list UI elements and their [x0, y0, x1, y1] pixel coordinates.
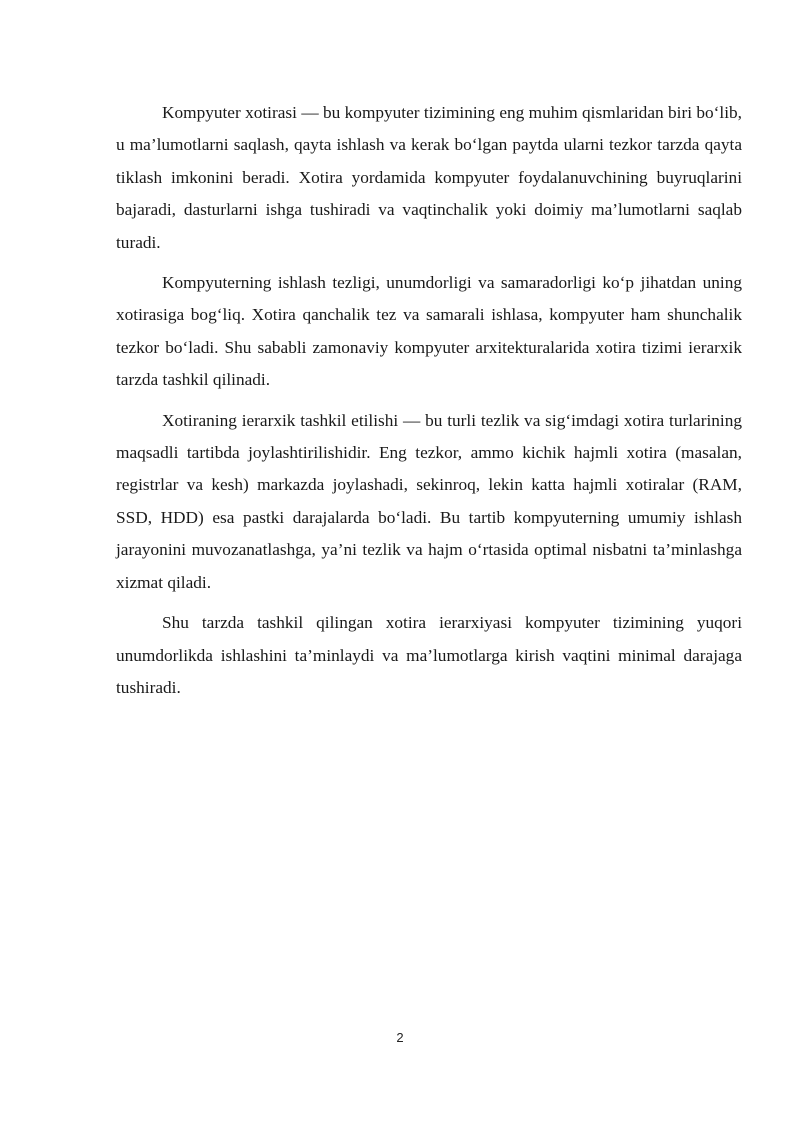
paragraph-4: Shu tarzda tashkil qilingan xotira ierarxiyasi kompyuter tizimining yuqori unumdorlikda ishlashini ta’minlaydi va ma’lumotlarga kirish vaqtini minimal darajaga tushiradi.	[116, 613, 742, 697]
paragraph-1: Kompyuter xotirasi — bu kompyuter tizimining eng muhim qismlaridan biri bo‘lib, u ma’lumotlarni saqlash, qayta ishlash va kerak bo‘lgan paytda ularni tezkor tarzda qayta tiklash imkonini beradi. Xotira yordamida kompyuter foydalanuvchining buyruqlarini bajaradi, dasturlarni ishga tushiradi va vaqtinchalik yoki doimiy ma’lumotlarni saqlab turadi.	[116, 103, 742, 252]
paragraph-2: Kompyuterning ishlash tezligi, unumdorligi va samaradorligi ko‘p jihatdan uning xotirasiga bog‘liq. Xotira qanchalik tez va samarali ishlasa, kompyuter ham shunchalik tezkor bo‘ladi. Shu sababli zamonaviy kompyuter arxitekturalarida xotira tizimi ierarxik tarzda tashkil qilinadi.	[116, 273, 742, 390]
body-text	[116, 97, 742, 712]
page-number: 2	[396, 1030, 404, 1045]
paragraph-3: Xotiraning ierarxik tashkil etilishi — bu turli tezlik va sig‘imdagi xotira turlarining maqsadli tartibda joylashtirilishidir. Eng tezkor, ammo kichik hajmli xotira (masalan, registrlar va kesh) markazda joylashadi, sekinroq, lekin katta hajmli xotiralar (RAM, SSD, HDD) esa pastki darajalarda bo‘ladi. Bu tartib kompyuterning umumiy ishlash jarayonini muvozanatlashga, ya’ni tezlik va hajm o‘rtasida optimal nisbatni ta’minlashga xizmat qiladi.	[116, 410, 742, 592]
